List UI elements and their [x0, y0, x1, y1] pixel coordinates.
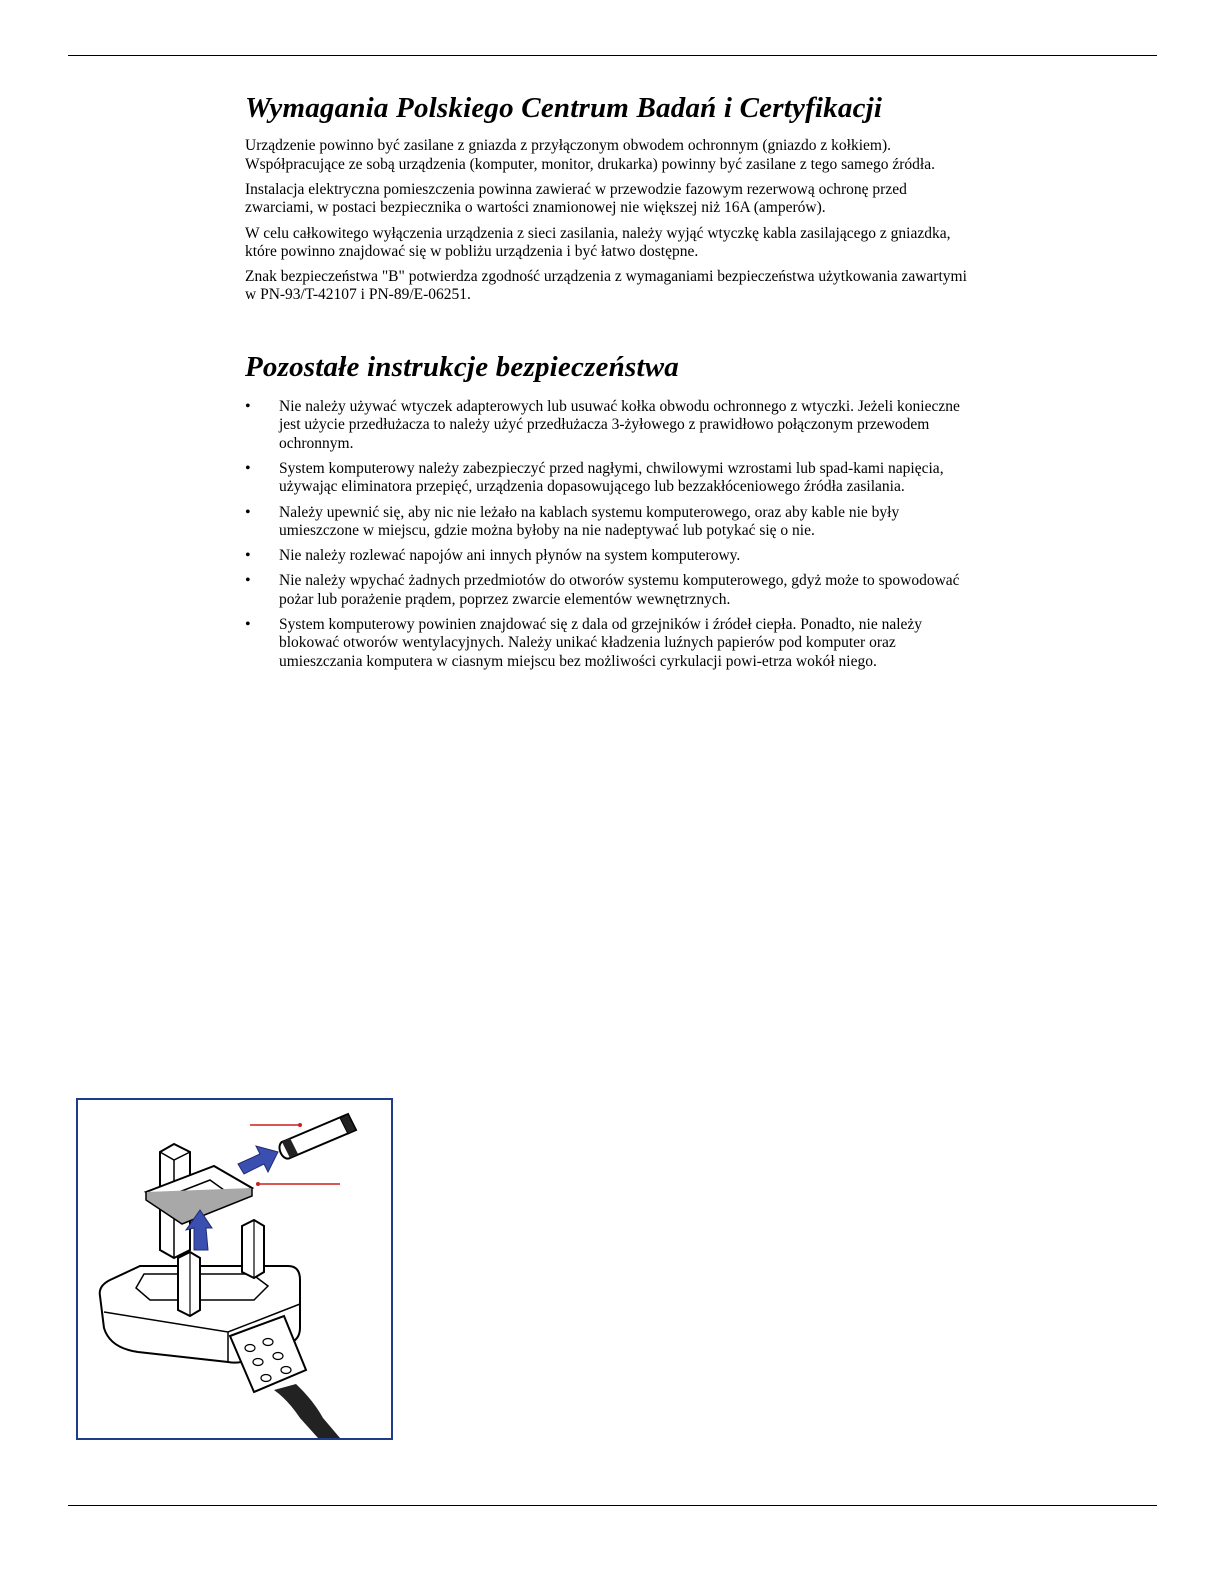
list-item-text: Nie należy używać wtyczek adapterowych lub usuwać kołka obwodu ochronnego z wtyczki. Jeżeli konieczne jest użycie przedłużacza to należy użyć przedłużacza 3-żyłowego z prawidłowo połączonym przewodem ochronnym. [279, 398, 960, 452]
paragraph: Znak bezpieczeństwa "B" potwierdza zgodność urządzenia z wymaganiami bezpieczeństwa użytkowania zawartymi w PN-93/T-42107 i PN-89/E-06251. [245, 268, 967, 304]
list-item-text: System komputerowy powinien znajdować się z dala od grzejników i źródeł ciepła. Ponadto, nie należy blokować otworów wentylacyjnych. Należy unikać kładzenia luźnych papierów pod komputer oraz umieszczania komputera w ciasnym miejscu bez możliwości cyrkulacji powi-etrza wokół niego. [279, 616, 923, 670]
page-content [245, 92, 975, 678]
section-title-safety: Pozostałe instrukcje bezpieczeństwa [245, 350, 679, 383]
section-pcbc-body [245, 137, 975, 304]
list-item [245, 460, 975, 497]
bullet-icon: • [245, 616, 251, 634]
list-item-text: Nie należy rozlewać napojów ani innych płynów na system komputerowy. [279, 547, 741, 565]
list-item-text: System komputerowy należy zabezpieczyć przed nagłymi, chwilowymi wzrostami lub spad-kami napięcia, używając eliminatora przepięć, urządzenia dopasowującego lub bezzakłóceniowego źródła zasilania. [279, 459, 944, 496]
list-item [245, 398, 975, 453]
bullet-icon: • [245, 572, 251, 590]
list-item [245, 572, 975, 609]
bullet-icon: • [245, 503, 251, 521]
list-item [245, 504, 975, 541]
section-title-pcbc: Wymagania Polskiego Centrum Badań i Certyfikacji [245, 92, 883, 124]
safety-list [245, 398, 975, 671]
paragraph: Instalacja elektryczna pomieszczenia powinna zawierać w przewodzie fazowym rezerwową ochronę przed zwarciami, w postaci bezpiecznika o wartości znamionowej nie większej niż 16A (amperów). [245, 180, 907, 217]
bullet-icon: • [245, 547, 251, 565]
uk-plug-fuse-replacement-illustration-icon [78, 1100, 391, 1438]
paragraph: W celu całkowitego wyłączenia urządzenia z sieci zasilania, należy wyjąć wtyczkę kabla zasilającego z gniazdka, które powinno znajdować się w pobliżu urządzenia i być łatwo dostępne. [245, 224, 951, 260]
paragraph: Urządzenie powinno być zasilane z gniazda z przyłączonym obwodem ochronnym (gniazdo z kołkiem). Współpracujące ze sobą urządzenia (komputer, monitor, drukarka) powinny być zasilane z tego samego źródła. [245, 137, 935, 173]
bullet-icon: • [245, 398, 251, 416]
list-item [245, 547, 975, 565]
bullet-icon: • [245, 459, 251, 477]
plug-fuse-figure [76, 1098, 393, 1440]
header-rule [68, 55, 1157, 56]
footer-rule [68, 1505, 1157, 1506]
list-item-text: Należy upewnić się, aby nic nie leżało na kablach systemu komputerowego, oraz aby kable nie były umieszczone w miejscu, gdzie można byłoby na nie nadeptywać lub potykać się o nie. [279, 503, 900, 539]
list-item-text: Nie należy wpychać żadnych przedmiotów do otworów systemu komputerowego, gdyż może to spowodować pożar lub porażenie prądem, poprzez zwarcie elementów wewnętrznych. [279, 572, 960, 608]
list-item [245, 616, 975, 671]
